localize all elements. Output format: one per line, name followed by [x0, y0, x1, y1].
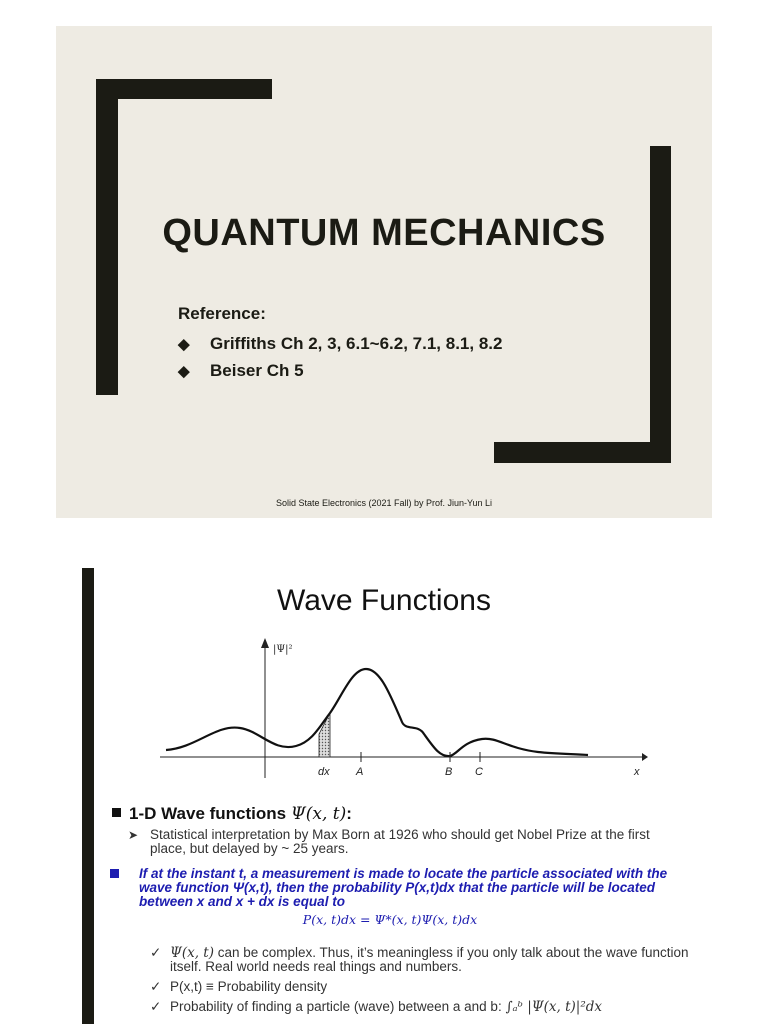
reference-text: Beiser Ch 5 [210, 360, 304, 380]
slide-title: QUANTUM MECHANICS [162, 212, 606, 254]
check-body: P(x,t) ≡ Probability density [170, 979, 328, 994]
section-heading [112, 804, 352, 824]
accent-side-bar [82, 568, 94, 1024]
probability-statement [110, 867, 690, 909]
c-label: C [475, 766, 483, 778]
check-item [150, 946, 710, 974]
probability-statement-text: If at the instant t, a measurement is made to locate the particle associated with the wave function Ψ(x,t), then the probability P(x,t)dx that the particle will be located between x and x + dx is equal to [139, 866, 668, 909]
diamond-bullet-icon: ◆ [178, 335, 190, 353]
section-heading-colon: : [346, 804, 352, 823]
reference-label: Reference: [178, 304, 266, 323]
square-bullet-icon [110, 869, 119, 878]
a-label: A [356, 766, 364, 778]
x-axis-arrow-icon [642, 753, 648, 761]
check-item [150, 1000, 710, 1014]
square-bullet-icon [112, 808, 121, 817]
arrow-bullet-item [128, 828, 688, 856]
reference-list [178, 330, 502, 384]
section-heading-text: 1-D Wave functions [129, 804, 287, 823]
check-body: can be complex. Thus, it’s meaningless if you only talk about the wave function itself. Real world needs real things and numbers. [170, 945, 689, 974]
reference-item [178, 330, 502, 357]
checkmark-icon: ✓ [150, 979, 162, 994]
probability-curve [166, 669, 588, 756]
reference-text: Griffiths Ch 2, 3, 6.1~6.2, 7.1, 8.1, 8.2 [210, 333, 503, 353]
slide-title: Wave Functions [277, 584, 491, 617]
x-axis-label: x [634, 766, 640, 778]
dx-label: dx [318, 766, 330, 778]
check-math: Ψ(x, t) [170, 945, 214, 961]
y-axis-label: |Ψ|² [273, 644, 293, 655]
reference-block [178, 304, 502, 384]
title-slide [56, 26, 712, 518]
frame-bottom-right-horizontal [494, 442, 671, 463]
check-math: ∫ₐᵇ |Ψ(x, t)|²dx [505, 999, 603, 1015]
check-body: Probability of finding a particle (wave) between a and b: [170, 999, 506, 1014]
reference-item [178, 357, 502, 384]
frame-top-left-horizontal [96, 79, 272, 99]
b-label: B [445, 766, 453, 778]
check-item [150, 980, 710, 994]
arrow-bullet-icon: ➤ [128, 828, 139, 842]
section-heading-math: Ψ(x, t) [290, 804, 347, 824]
check-text [170, 1000, 602, 1014]
diamond-bullet-icon: ◆ [178, 362, 190, 380]
check-text [170, 946, 710, 974]
probability-equation: P(x, t)dx = Ψ*(x, t)Ψ(x, t)dx [302, 912, 478, 927]
checkmark-icon: ✓ [150, 945, 162, 960]
arrow-bullet-text: Statistical interpretation by Max Born at 1926 who should get Nobel Prize at the first place, but delayed by ~ 25 years. [150, 827, 650, 856]
check-list [150, 946, 710, 1020]
frame-bottom-right-vertical [650, 146, 671, 463]
checkmark-icon: ✓ [150, 999, 162, 1014]
slide-footer: Solid State Electronics (2021 Fall) by Prof. Jiun-Yun Li [275, 498, 493, 508]
y-axis-arrow-icon [261, 638, 269, 648]
probability-density-figure [156, 636, 648, 778]
content-slide [0, 542, 768, 1024]
